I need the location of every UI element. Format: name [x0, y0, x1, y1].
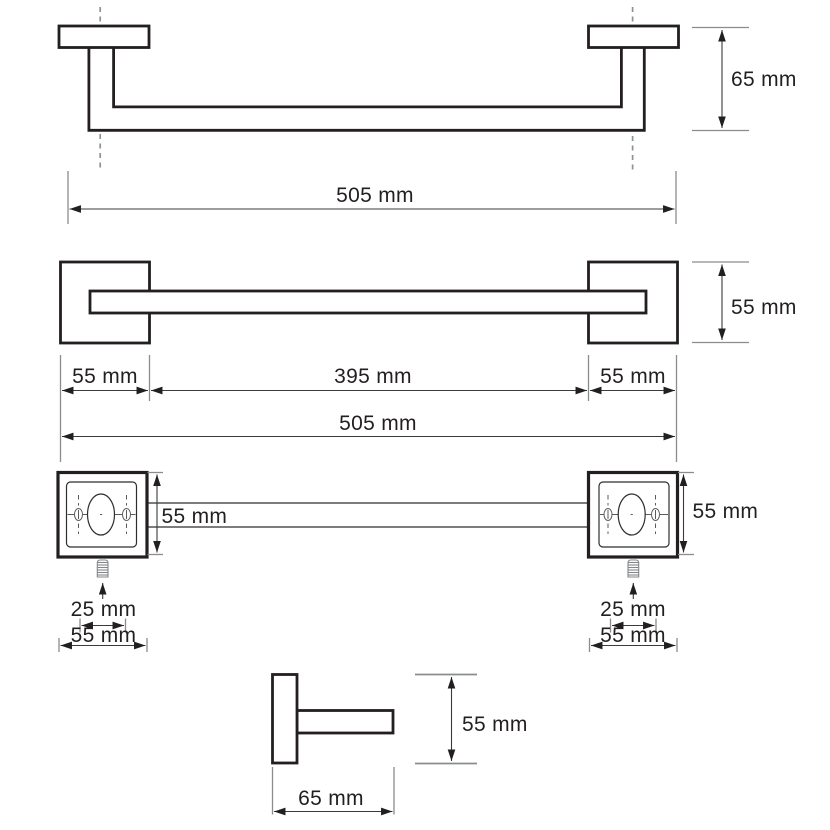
rail-tube-inner: [114, 48, 622, 107]
front-view: [61, 262, 797, 462]
plate-right: [589, 473, 678, 600]
side-view: [59, 7, 797, 224]
dim-label-bracket-depth: 65 mm: [298, 787, 364, 810]
dim-label-front-right: 55 mm: [600, 365, 666, 388]
plates-view: [58, 473, 758, 653]
dim-label-front-total: 505 mm: [339, 412, 417, 435]
bracket-plate: [273, 675, 298, 764]
threaded-stud: [97, 560, 108, 577]
dim-label-plate-left-height: 55 mm: [161, 505, 228, 528]
wall-plate-left: [59, 26, 149, 48]
dim-label-side-height: 65 mm: [731, 68, 797, 91]
rail-tube-outer: [89, 48, 644, 131]
bracket-view: [273, 675, 528, 815]
wall-plate-right: [589, 26, 679, 48]
dim-label-front-span: 395 mm: [334, 365, 412, 388]
threaded-stud: [628, 560, 639, 577]
dim-label-right-plate-width: 55 mm: [600, 624, 666, 647]
dim-label-side-total: 505 mm: [336, 184, 414, 207]
dim-label-plate-right-height: 55 mm: [692, 500, 759, 523]
dim-label-front-height: 55 mm: [731, 296, 797, 319]
dim-label-left-stud-offset: 25 mm: [70, 598, 137, 621]
dim-label-front-left: 55 mm: [72, 365, 138, 388]
dim-label-right-stud-offset: 25 mm: [600, 598, 666, 621]
rail-bar: [90, 291, 646, 313]
dim-label-bracket-height: 55 mm: [462, 713, 528, 736]
dim-label-left-plate-width: 55 mm: [70, 624, 137, 647]
plate-left: [58, 473, 147, 600]
bracket-arm: [297, 711, 393, 734]
